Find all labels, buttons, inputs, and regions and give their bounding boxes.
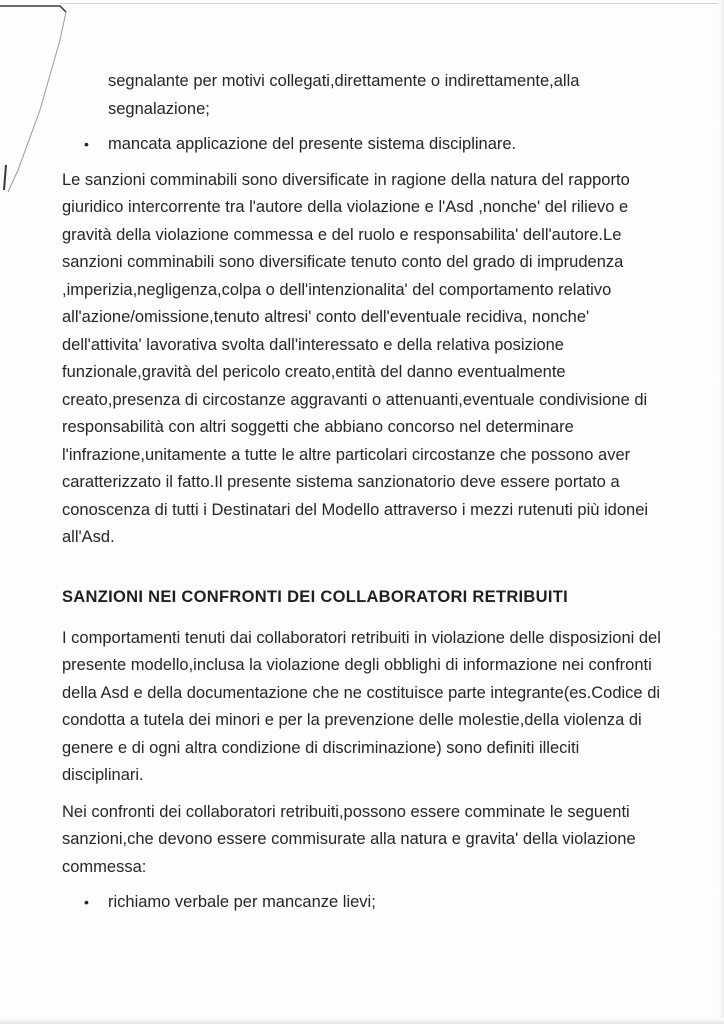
section-heading: SANZIONI NEI CONFRONTI DEI COLLABORATORI RETRIBUITI [62,587,569,606]
list-item [62,889,662,917]
bullet-icon: • [84,894,89,911]
scan-right-edge [718,0,724,1024]
document-body [62,68,662,917]
list-item-text: richiamo verbale per mancanze lievi; [108,893,376,912]
scan-top-edge [60,3,724,4]
list-item-text: mancata applicazione del presente sistema disciplinare. [108,135,517,153]
paragraph-sanzioni: Le sanzioni comminabili sono diversificate in ragione della natura del rapporto giuridico intercorrente tra l'autore della violazione e l'Asd ,nonche' del rilievo e gravità della violazione commessa e del ruolo e responsabilita' dell'autore.Le sanzioni comminabili sono diversificate tenuto conto del grado di imprudenza ,imperizia,negligenza,colpa o dell'intenzionalita' del comportamento relativo all'azione/omissione,tenuto altresi' conto dell'eventuale recidiva, nonche' dell'attivita' lavorativa svolta dall'interessato e della relativa posizione funzionale,gravità del pericolo creato,entità del danno eventualmente creato,presenza di circostanze aggravanti o attenuanti,eventuale condivisione di responsabilità con altri soggetti che abbiano concorso nel determinare l'infrazione,unitamente a tutte le altre particolari circostanze che possono aver caratterizzato il fatto.Il presente sistema sanzionatorio deve essere portato a conoscenza di tutti i Destinatari del Modello attraverso i mezzi rutenuti più idonei all'Asd. [62,170,649,546]
list-item [62,131,662,159]
paragraph-comportamenti: I comportamenti tenuti dai collaboratori retribuiti in violazione delle disposizioni del presente modello,inclusa la violazione degli obblighi di informazione nei confronti della Asd e della documentazione che ne costituisce parte integrante(es.Codice di condotta a tutela dei minori e per la prevenzione delle molestie,della violenza di genere e di ogni altra condizione di discriminazione) sono definiti illeciti disciplinari. [62,628,661,785]
bullet-icon: • [84,136,89,152]
scan-bottom-edge [0,1018,724,1024]
continued-bullet-text: segnalante per motivi collegati,direttamente o indirettamente,alla segnalazione; [108,72,580,118]
paragraph-collaboratori: Nei confronti dei collaboratori retribuiti,possono essere comminate le seguenti sanzioni,che devono essere commisurate alla natura e gravita' della violazione commessa: [62,802,636,876]
